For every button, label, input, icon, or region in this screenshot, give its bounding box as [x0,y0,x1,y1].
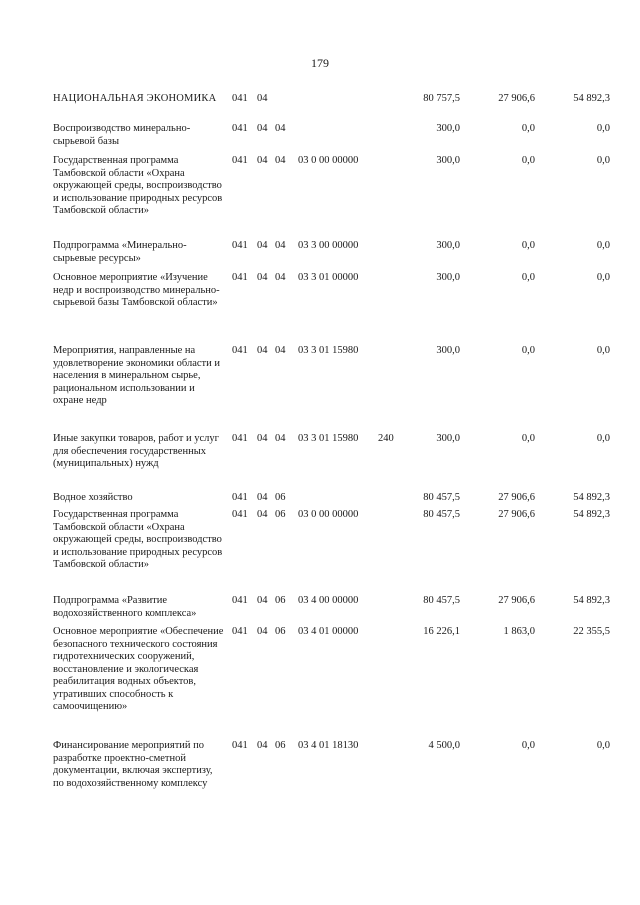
row-ved: 041 [232,272,248,283]
row-ved: 041 [232,93,248,104]
row-pr: 06 [275,595,286,606]
row-rz: 04 [257,240,268,251]
row-value-1: 80 457,5 [423,492,460,503]
row-name: Подпрограмма «Минерально-сырьевые ресурсы» [53,240,187,264]
row-value-3: 0,0 [596,240,610,251]
row-rz: 04 [257,595,268,606]
row-ved: 041 [232,240,248,251]
row-value-3: 0,0 [596,433,610,444]
row-ved: 041 [232,595,248,606]
row-value-2: 0,0 [521,272,535,283]
row-name: Государственная программа Тамбовской области «Охрана окружающей среды, воспроизводство и использование природных ресурсов Тамбовской области» [53,155,223,216]
row-name: НАЦИОНАЛЬНАЯ ЭКОНОМИКА [53,93,217,104]
row-csr: 03 4 00 00000 [298,595,359,606]
row-vr: 240 [378,433,394,444]
row-pr: 04 [275,240,286,251]
row-value-1: 300,0 [436,345,460,356]
row-value-2: 0,0 [521,123,535,134]
row-value-2: 0,0 [521,240,535,251]
row-value-3: 0,0 [596,740,610,751]
row-value-2: 27 906,6 [498,93,535,104]
row-ved: 041 [232,492,248,503]
row-pr: 06 [275,740,286,751]
row-name: Финансирование мероприятий по разработке проектно-сметной документации, включая экспертизу, по водохозяйственному комплексу [53,740,213,789]
row-rz: 04 [257,740,268,751]
row-value-3: 0,0 [596,272,610,283]
row-value-1: 300,0 [436,123,460,134]
row-value-2: 27 906,6 [498,595,535,606]
row-ved: 041 [232,626,248,637]
row-ved: 041 [232,509,248,520]
row-pr: 04 [275,123,286,134]
row-value-1: 300,0 [436,272,460,283]
row-rz: 04 [257,433,268,444]
row-value-3: 0,0 [596,155,610,166]
row-pr: 06 [275,509,286,520]
row-csr: 03 0 00 00000 [298,155,359,166]
row-value-3: 0,0 [596,345,610,356]
row-name: Государственная программа Тамбовской области «Охрана окружающей среды, воспроизводство и использование природных ресурсов Тамбовской области» [53,509,223,570]
row-ved: 041 [232,740,248,751]
row-rz: 04 [257,345,268,356]
row-csr: 03 4 01 18130 [298,740,359,751]
row-value-1: 80 457,5 [423,509,460,520]
row-name: Мероприятия, направленные на удовлетворение экономики области и населения в минеральном сырье, рациональном использовании и охране недр [53,345,221,406]
row-value-1: 4 500,0 [428,740,460,751]
row-name: Основное мероприятие «Изучение недр и воспроизводство минерально-сырьевой базы Тамбовской области» [53,272,220,308]
row-value-1: 16 226,1 [423,626,460,637]
row-ved: 041 [232,433,248,444]
row-value-3: 54 892,3 [573,93,610,104]
row-name: Воспроизводство минерально-сырьевой базы [53,123,191,147]
row-value-1: 300,0 [436,433,460,444]
row-value-2: 1 863,0 [503,626,535,637]
row-value-3: 54 892,3 [573,509,610,520]
row-csr: 03 0 00 00000 [298,509,359,520]
row-name: Иные закупки товаров, работ и услуг для обеспечения государственных (муниципальных) нужд [53,433,219,469]
row-pr: 04 [275,272,286,283]
row-name: Основное мероприятие «Обеспечение безопасного технического состояния гидротехнических сооружений, восстановление и экологическая реабилитация водных объектов, утративших способность к самоочищению» [53,626,224,712]
row-value-2: 0,0 [521,740,535,751]
row-pr: 04 [275,433,286,444]
page-number: 179 [311,56,329,70]
row-rz: 04 [257,123,268,134]
row-rz: 04 [257,509,268,520]
row-value-1: 80 757,5 [423,93,460,104]
row-value-1: 300,0 [436,155,460,166]
row-ved: 041 [232,345,248,356]
row-value-1: 80 457,5 [423,595,460,606]
row-pr: 06 [275,626,286,637]
row-csr: 03 3 01 15980 [298,433,359,444]
row-name: Подпрограмма «Развитие водохозяйственного комплекса» [53,595,197,619]
row-value-3: 54 892,3 [573,595,610,606]
row-csr: 03 3 00 00000 [298,240,359,251]
row-value-2: 0,0 [521,345,535,356]
row-value-2: 27 906,6 [498,509,535,520]
row-pr: 04 [275,155,286,166]
row-rz: 04 [257,155,268,166]
row-rz: 04 [257,93,268,104]
row-rz: 04 [257,492,268,503]
row-csr: 03 4 01 00000 [298,626,359,637]
row-rz: 04 [257,626,268,637]
row-ved: 041 [232,155,248,166]
row-csr: 03 3 01 00000 [298,272,359,283]
row-value-2: 27 906,6 [498,492,535,503]
row-value-1: 300,0 [436,240,460,251]
row-name: Водное хозяйство [53,492,133,503]
row-value-2: 0,0 [521,155,535,166]
row-value-2: 0,0 [521,433,535,444]
row-value-3: 54 892,3 [573,492,610,503]
row-rz: 04 [257,272,268,283]
row-csr: 03 3 01 15980 [298,345,359,356]
row-pr: 04 [275,345,286,356]
row-value-3: 22 355,5 [573,626,610,637]
row-value-3: 0,0 [596,123,610,134]
row-ved: 041 [232,123,248,134]
row-pr: 06 [275,492,286,503]
